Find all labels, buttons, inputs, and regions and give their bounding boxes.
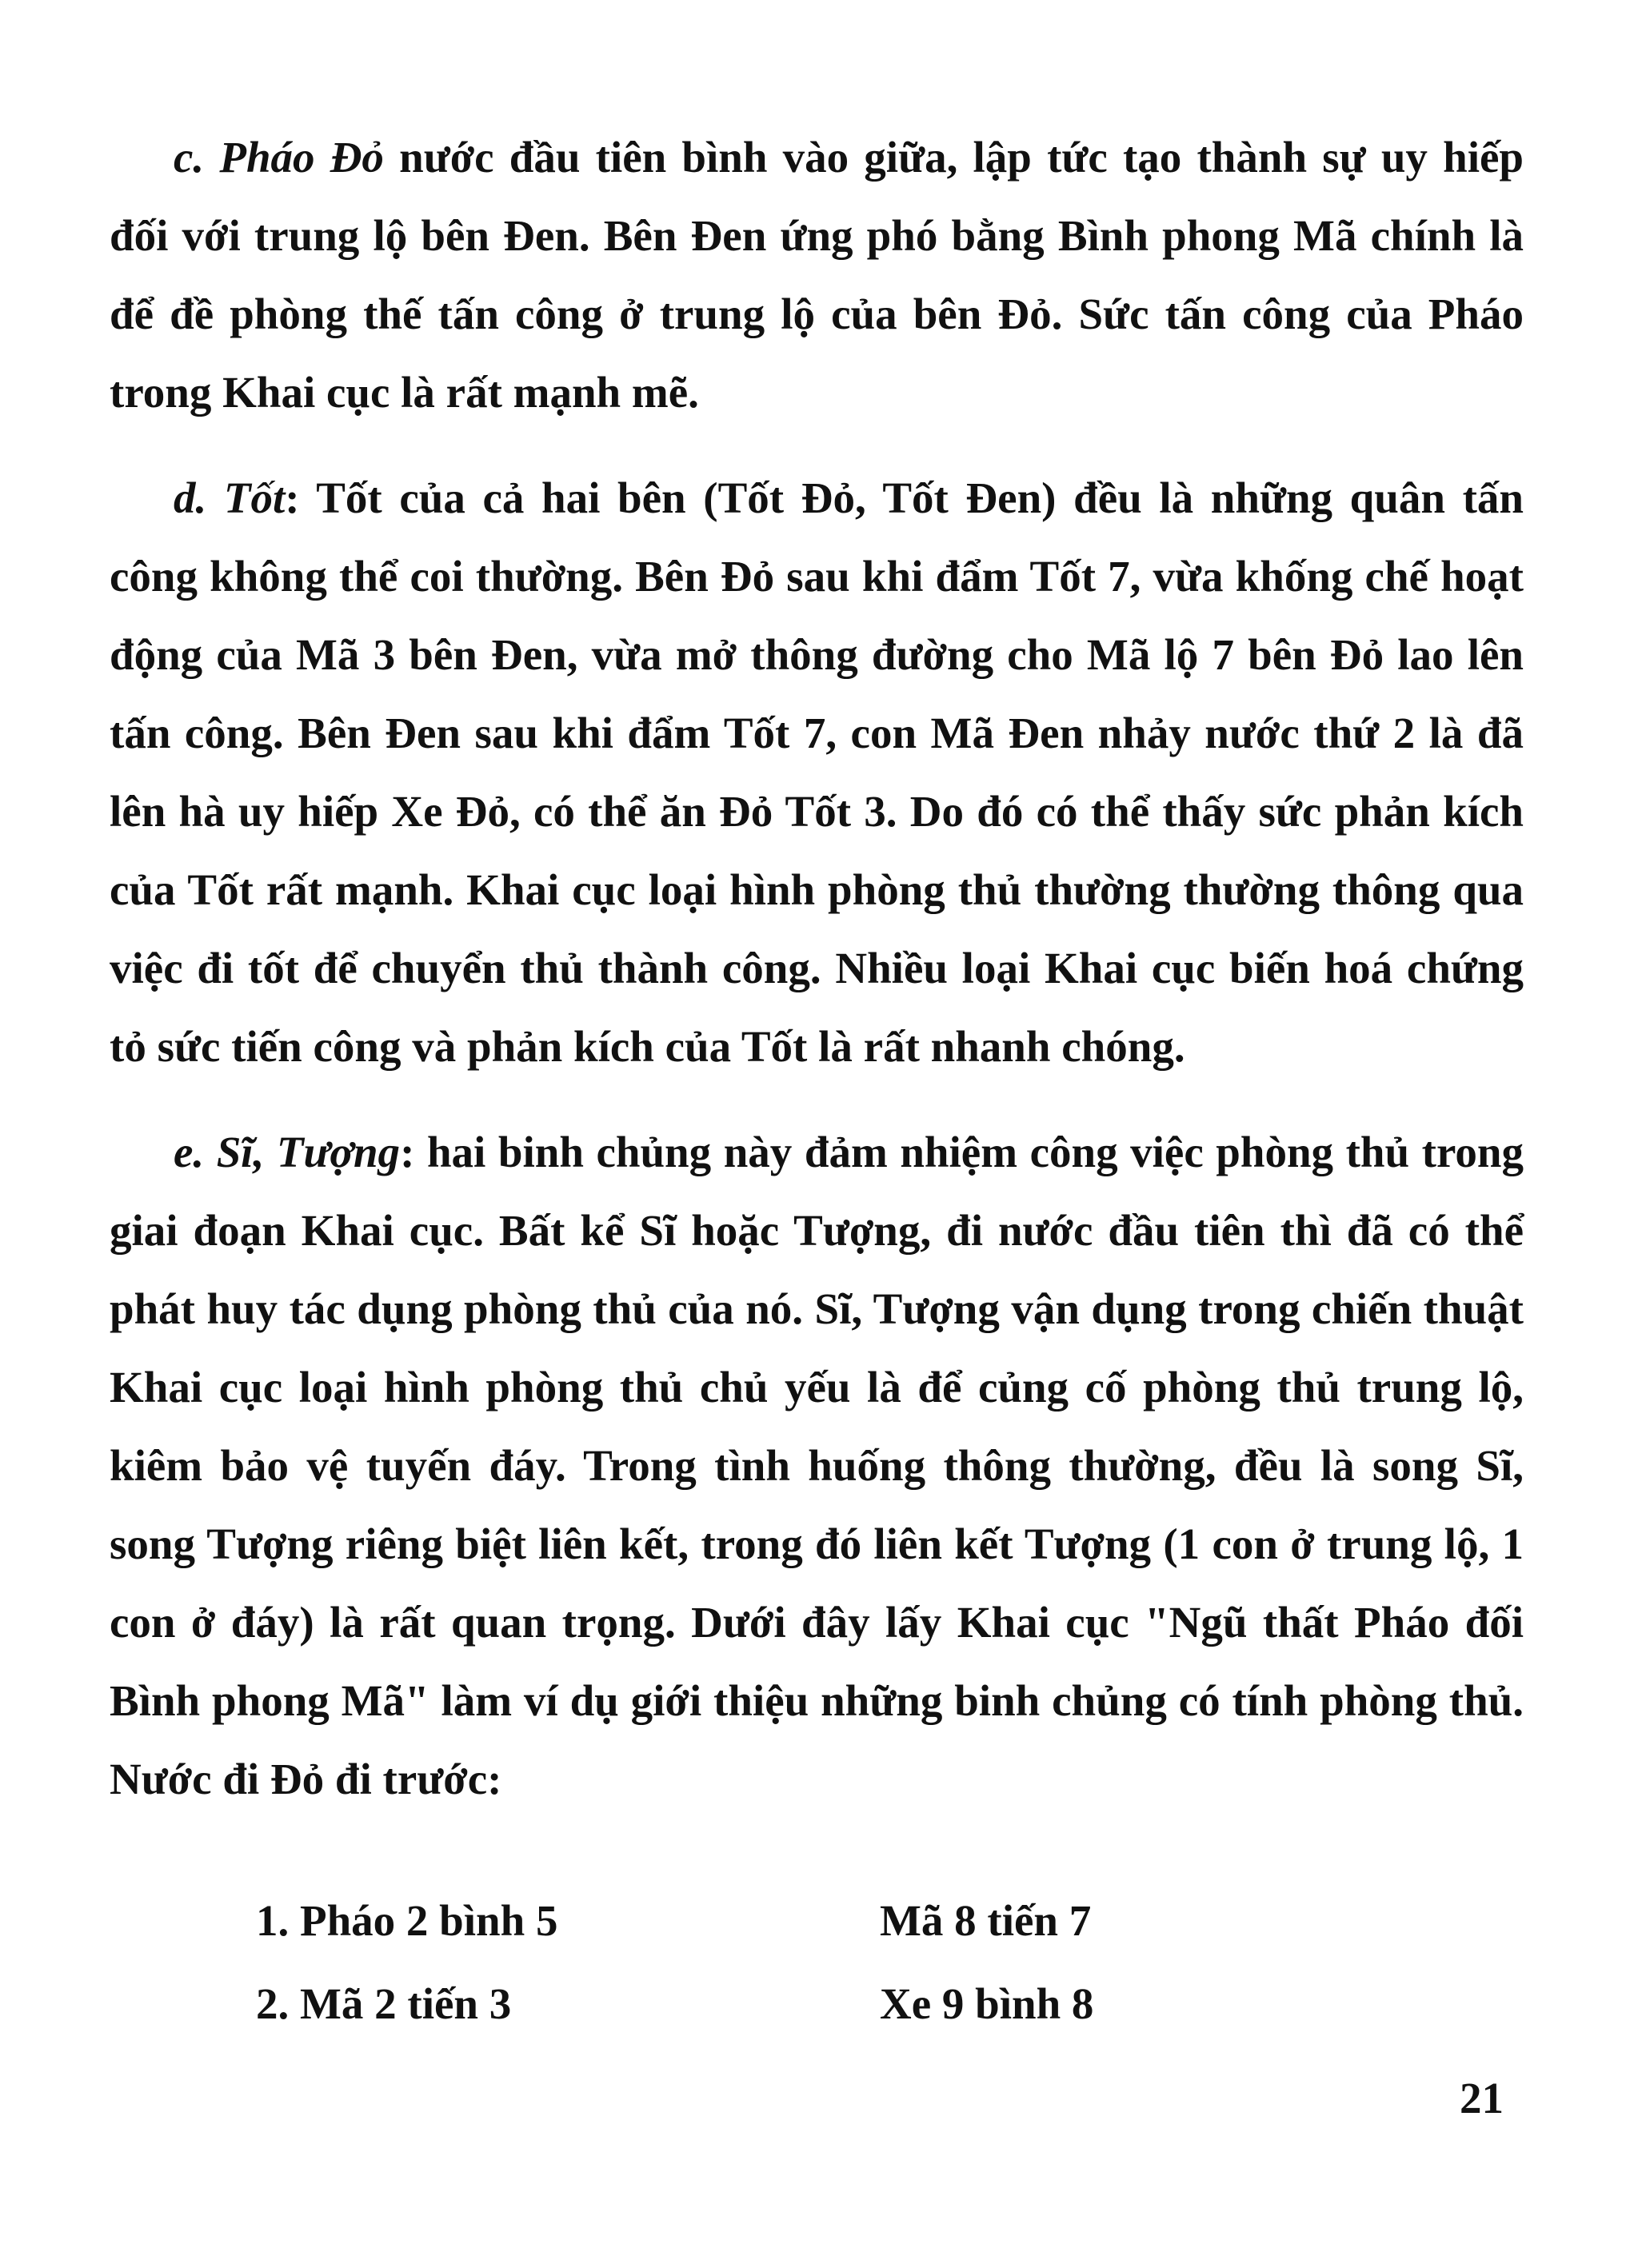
paragraph-si-tuong — [110, 1113, 1524, 1819]
move-black: Xe 9 bình 8 — [880, 1979, 1094, 2028]
page-number: 21 — [1460, 2074, 1504, 2122]
paragraph-tot — [110, 459, 1524, 1086]
paragraph-text: : hai binh chủng này đảm nhiệm công việc phòng thủ trong giai đoạn Khai cục. Bất kể Sĩ hoặc Tượng, đi nước đầu tiên thì đã có thể phát huy tác dụng phòng thủ của nó. Sĩ, Tượng vận dụng trong chiến thuật Khai cục loại hình phòng thủ chủ yếu là để củng cố phòng thủ trung lộ, kiêm bảo vệ tuyến đáy. Trong tình huống thông thường, đều là song Sĩ, song Tượng riêng biệt liên kết, trong đó liên kết Tượng (1 con ở trung lộ, 1 con ở đáy) là rất quan trọng. Dưới đây lấy Khai cục "Ngũ thất Pháo đối Bình phong Mã" làm ví dụ giới thiệu những binh chủng có tính phòng thủ. Nước đi Đỏ đi trước: — [110, 1128, 1524, 1803]
paragraph-lead: e. Sĩ, Tượng — [174, 1128, 401, 1176]
paragraph-text: : Tốt của cả hai bên (Tốt Đỏ, Tốt Đen) đều là những quân tấn công không thể coi thường. Bên Đỏ sau khi đẩm Tốt 7, vừa khống chế hoạt động của Mã 3 bên Đen, vừa mở thông đường cho Mã lộ 7 bên Đỏ lao lên tấn công. Bên Đen sau khi đẩm Tốt 7, con Mã Đen nhảy nước thứ 2 là đã lên hà uy hiếp Xe Đỏ, có thể ăn Đỏ Tốt 3. Do đó có thể thấy sức phản kích của Tốt rất mạnh. Khai cục loại hình phòng thủ thường thường thông qua việc đi tốt để chuyển thủ thành công. Nhiều loại Khai cục biến hoá chứng tỏ sức tiến công và phản kích của Tốt là rất nhanh chóng. — [110, 473, 1524, 1071]
move-row — [0, 1895, 1638, 1951]
paragraph-text: nước đầu tiên bình vào giữa, lập tức tạo thành sự uy hiếp đối với trung lộ bên Đen. Bên Đen ứng phó bằng Bình phong Mã chính là để đề phòng thế tấn công ở trung lộ của bên Đỏ. Sức tấn công của Pháo trong Khai cục là rất mạnh mẽ. — [110, 133, 1524, 417]
move-black: Mã 8 tiến 7 — [880, 1896, 1092, 1945]
paragraph-phao — [110, 118, 1524, 432]
body-text — [110, 118, 1524, 1819]
move-red: 1. Pháo 2 bình 5 — [256, 1896, 558, 1945]
paragraph-lead: c. Pháo Đỏ — [174, 133, 384, 182]
move-red: 2. Mã 2 tiến 3 — [256, 1979, 512, 2028]
paragraph-lead: d. Tốt — [174, 473, 286, 522]
move-row — [0, 1979, 1638, 2034]
